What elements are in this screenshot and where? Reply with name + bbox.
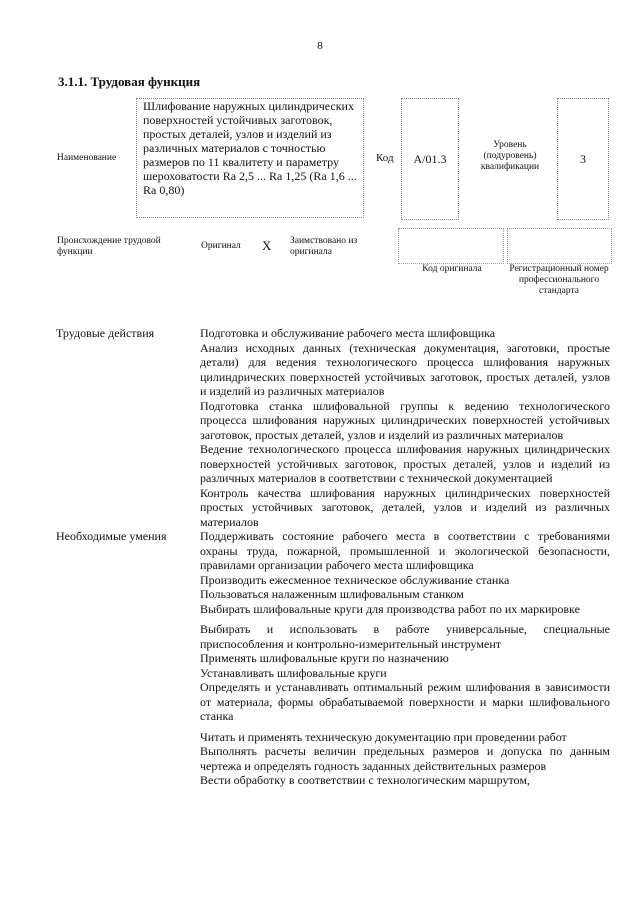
list-item: Контроль качества шлифования наружных цилиндрических поверхностей простых устойчивых заготовок, деталей, узлов и изделий из различных материалов	[200, 485, 610, 529]
level-value-box	[557, 98, 609, 220]
list-item: Производить ежесменное техническое обслуживание станка	[200, 572, 510, 587]
reg-number-cell	[507, 228, 612, 264]
skills-label: Необходимые умения	[56, 529, 167, 543]
list-item: Выполнять расчеты величин предельных размеров и допуска по данным чертежа и определять годность заданных действительных размеров	[200, 744, 610, 773]
code-label: Код	[376, 152, 394, 164]
origin-label: Происхождение трудовой функции	[57, 236, 161, 257]
code-original-label: Код оригинала	[422, 264, 482, 274]
list-item: Поддерживать состояние рабочего места в соответствии с требованиями охраны труда, пожарной, промышленной и экологической безопасности, правилами организации рабочего места шлифовщика	[200, 529, 610, 572]
skills-row	[56, 529, 610, 788]
function-details-table	[56, 326, 610, 788]
page-number: 8	[317, 40, 323, 52]
list-item: Определять и устанавливать оптимальный режим шлифования в зависимости от материала, формы обрабатываемой поверхности и марки шлифовального станка	[200, 680, 610, 723]
list-item: Вести обработку в соответствии с технологическим маршрутом,	[200, 773, 530, 787]
skills-list	[200, 529, 610, 788]
code-value: A/01.3	[413, 151, 447, 166]
original-label: Оригинал	[201, 241, 241, 251]
list-item: Ведение технологического процесса шлифования наружных цилиндрических поверхностей устойчивых заготовок, простых деталей, узлов и изделий из различных материалов в соответствии с технической документацией	[200, 442, 610, 485]
list-item: Подготовка и обслуживание рабочего места шлифовщика	[200, 326, 496, 340]
list-item: Анализ исходных данных (техническая документация, заготовки, простые детали) для ведения технологического процесса шлифования наружных цилиндрических поверхностей устойчивых заготовок, простых деталей, узлов и изделий из различных материалов	[200, 340, 610, 398]
reg-number-label: Регистрационный номер профессионального стандарта	[509, 264, 609, 296]
list-item: Выбирать и использовать в работе универсальные, специальные приспособления и контрольно-измерительный инструмент	[200, 622, 610, 651]
labor-actions-list	[200, 326, 610, 529]
list-item: Устанавливать шлифовальные круги	[200, 665, 387, 680]
function-name: Шлифование наружных цилиндрических поверхностей устойчивых заготовок, простых деталей, узлов и изделий из различных материалов с точностью размеров по 11 квалитету и параметру шероховатости Ra 2,5 ... Ra 1,25 (Ra 1,6 ... Ra 0,80)	[136, 98, 364, 218]
code-original-cell	[398, 228, 504, 264]
original-mark: X	[262, 238, 272, 253]
list-item: Применять шлифовальные круги по назначению	[200, 651, 449, 665]
labor-actions-row	[56, 326, 610, 529]
list-item: Подготовка станка шлифовальной группы к ведению технологического процесса шлифования наружных цилиндрических поверхностей устойчивых заготовок, простых деталей, узлов и изделий из различных материалов	[200, 398, 610, 442]
code-value-box	[401, 98, 459, 220]
level-label: Уровень (подуровень) квалификации	[480, 140, 540, 172]
labor-actions-label: Трудовые действия	[56, 326, 155, 340]
list-item: Выбирать шлифовальные круги для производства работ по их маркировке	[200, 601, 580, 616]
level-value: 3	[580, 151, 586, 166]
section-title: 3.1.1. Трудовая функция	[58, 74, 201, 89]
borrowed-label: Заимствовано из оригинала	[290, 236, 358, 257]
list-item: Читать и применять техническую документацию при проведении работ	[200, 729, 567, 744]
name-label: Наименование	[57, 153, 117, 163]
list-item: Пользоваться налаженным шлифовальным станком	[200, 587, 464, 601]
